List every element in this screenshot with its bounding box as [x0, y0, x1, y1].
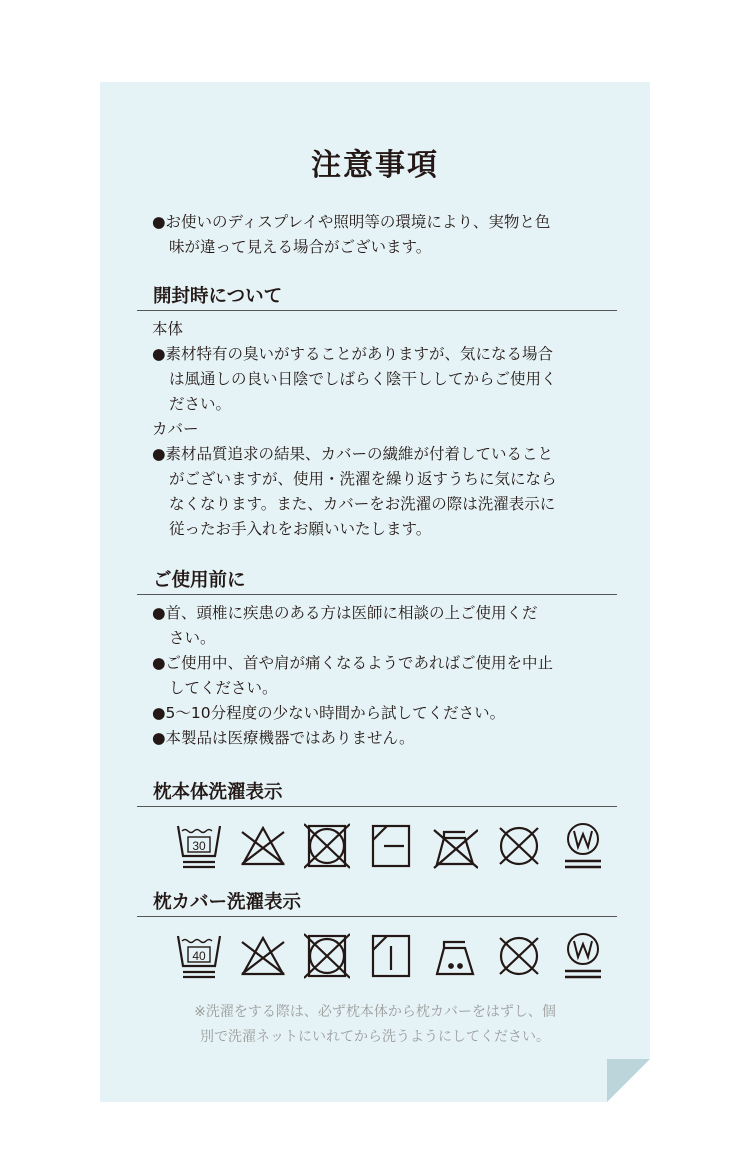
- no-dry-clean-icon: [496, 822, 542, 870]
- section-heading-pillow-wash: 枕本体洗濯表示: [137, 778, 617, 807]
- no-dry-clean-icon: [496, 932, 542, 980]
- label-main-body: 本体: [152, 320, 184, 338]
- line: 味が違って見える場合がございます。: [169, 238, 432, 256]
- flat-dry-shade-icon: [368, 822, 414, 870]
- page-title: 注意事項: [311, 148, 439, 183]
- line: ●本製品は医療機器ではありません。: [152, 729, 415, 747]
- line: なくなります。また、カバーをお洗濯の際は洗濯表示に: [169, 495, 556, 513]
- label-cover: カバー: [152, 420, 199, 438]
- line: ●5〜10分程度の少ない時間から試してください。: [152, 704, 506, 722]
- line: は風通しの良い日陰でしばらく陰干ししてからご使用く: [169, 370, 557, 388]
- line-dry-shade-icon: [368, 932, 414, 980]
- wash-tub-30-icon: [176, 822, 222, 870]
- line: してください。: [169, 679, 278, 697]
- section-heading-before-use: ご使用前に: [137, 566, 617, 595]
- iron-medium-icon: [432, 932, 478, 980]
- folded-corner: [607, 1059, 650, 1102]
- wash-temp: 40: [192, 949, 206, 963]
- no-tumble-dry-icon: [304, 932, 350, 980]
- line: ●素材特有の臭いがすることがありますが、気になる場合: [152, 345, 554, 363]
- wet-clean-w-icon: [560, 822, 606, 870]
- line: ださい。: [169, 395, 232, 413]
- section-heading-cover-wash: 枕カバー洗濯表示: [137, 888, 617, 917]
- line: ※洗濯をする際は、必ず枕本体から枕カバーをはずし、個: [194, 1004, 556, 1020]
- wet-clean-w-icon: [560, 932, 606, 980]
- section-before-use-body: [152, 601, 632, 751]
- line: さい。: [169, 629, 216, 647]
- section-heading-opening: 開封時について: [137, 282, 617, 311]
- line: ●首、頭椎に疾患のある方は医師に相談の上ご使用くだ: [152, 604, 538, 622]
- pillow-wash-icons: [176, 822, 606, 870]
- no-bleach-icon: [240, 822, 286, 870]
- line: 従ったお手入れをお願いいたします。: [169, 520, 432, 538]
- wash-temp: 30: [192, 839, 206, 853]
- line: ●素材品質追求の結果、カバーの繊維が付着していること: [152, 445, 554, 463]
- intro-text: [152, 210, 632, 260]
- no-tumble-dry-icon: [304, 822, 350, 870]
- wash-tub-40-icon: [176, 932, 222, 980]
- section-opening-body: [152, 317, 632, 542]
- no-iron-icon: [432, 822, 478, 870]
- washing-note: [0, 1000, 750, 1050]
- line: ●ご使用中、首や肩が痛くなるようであればご使用を中止: [152, 654, 554, 672]
- line: 別で洗濯ネットにいれてから洗うようにしてください。: [200, 1029, 550, 1045]
- no-bleach-icon: [240, 932, 286, 980]
- line: ●お使いのディスプレイや照明等の環境により、実物と色: [152, 213, 551, 231]
- cover-wash-icons: [176, 932, 606, 980]
- line: がございますが、使用・洗濯を繰り返すうちに気になら: [169, 470, 557, 488]
